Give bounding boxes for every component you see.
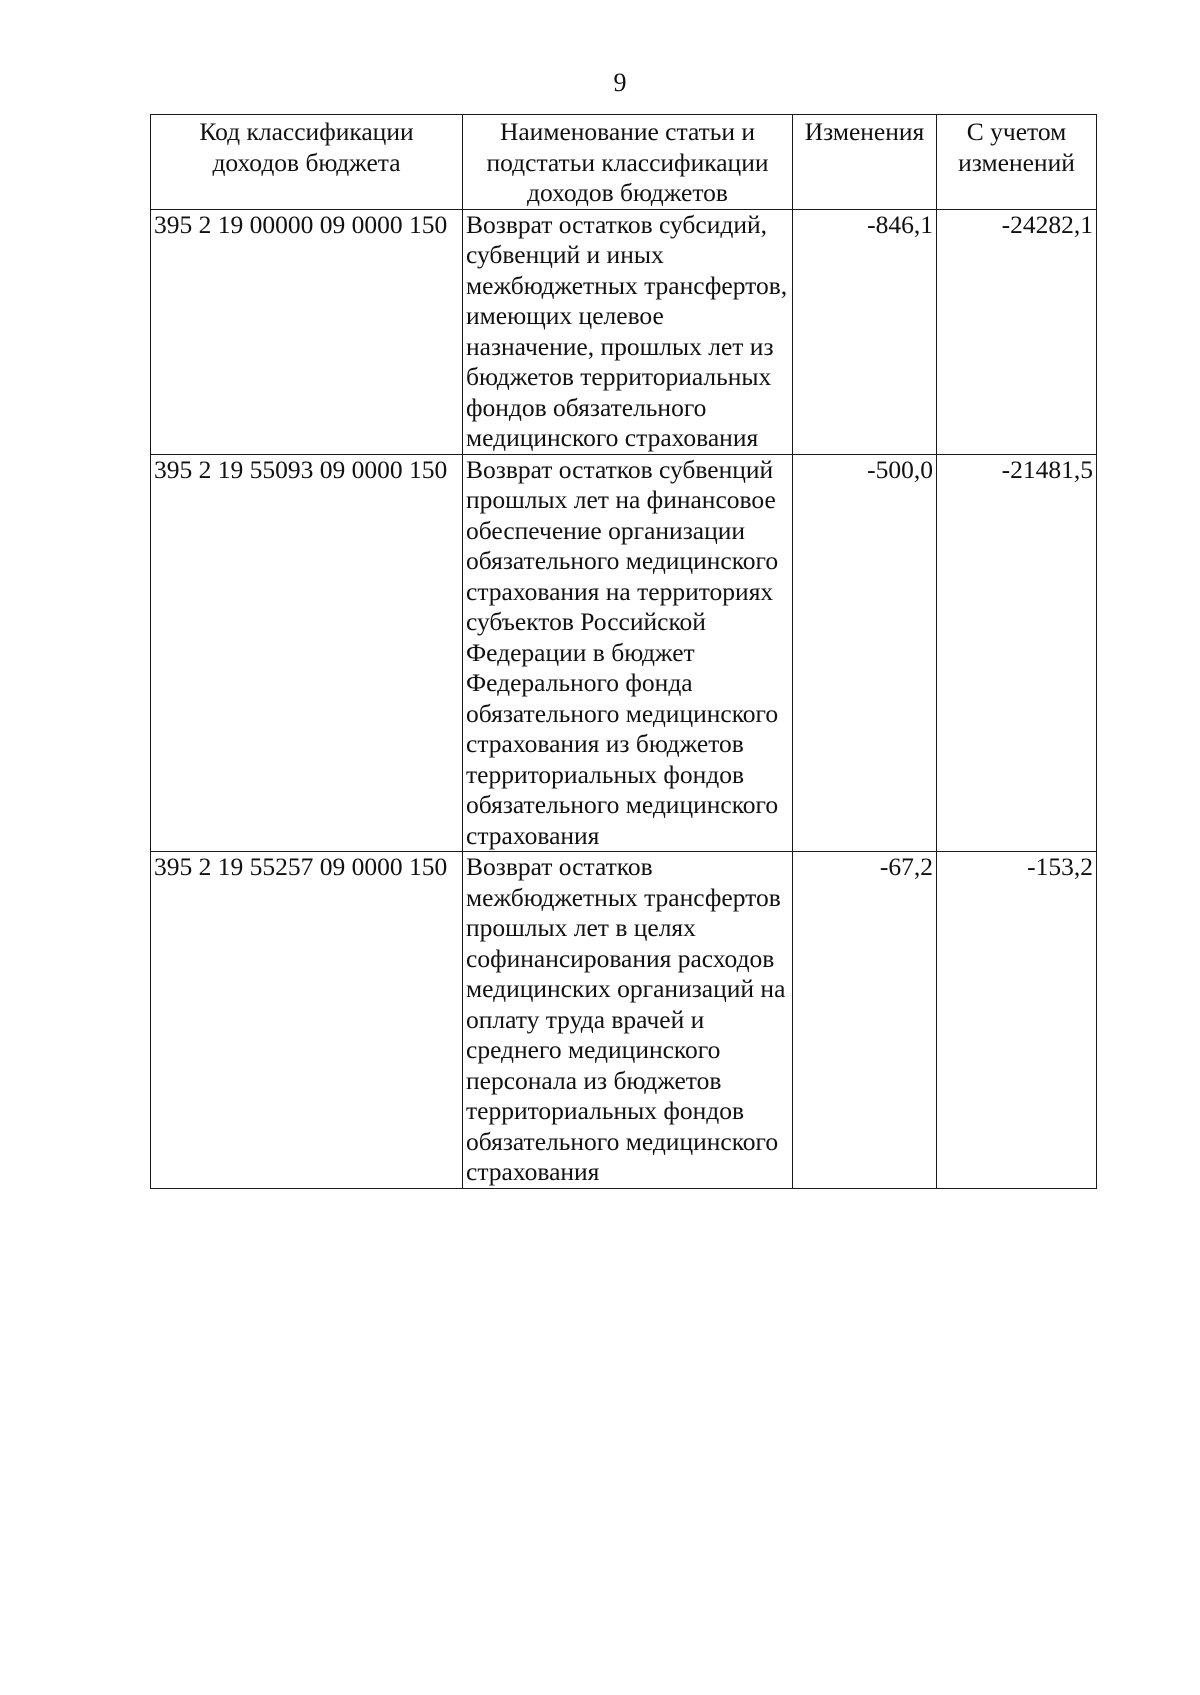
table-row [151,852,1097,1189]
budget-revenue-table [150,114,1097,1189]
header-name: Наименование статьи и подстатьи классификации доходов бюджетов [463,115,793,210]
row-total: -153,2 [937,852,1097,1189]
row-total: -21481,5 [937,454,1097,852]
page-number: 9 [613,68,627,97]
row-name [463,454,793,852]
row-change: -67,2 [793,852,937,1189]
row-change: -500,0 [793,454,937,852]
row-name [463,209,793,454]
row-code: 395 2 19 00000 09 0000 150 [151,209,463,454]
row-name-text: Возврат остатков субсидий, субвенций и иных межбюджетных трансфертов, имеющих целевое назначение, прошлых лет из бюджетов территориальных фондов обязательного медицинского страхования [466,209,788,452]
row-name [463,852,793,1189]
row-code: 395 2 19 55093 09 0000 150 [151,454,463,852]
table-row [151,209,1097,454]
row-change: -846,1 [793,209,937,454]
row-code: 395 2 19 55257 09 0000 150 [151,852,463,1189]
row-name-text: Возврат остатков субвенций прошлых лет на финансовое обеспечение организации обязательного медицинского страхования на территориях субъектов Российской Федерации в бюджет Федерального фонда обязательного медицинского страхования из бюджетов территориальных фондов обязательного медицинского страхования [466,454,779,850]
header-total: С учетом изменений [937,115,1097,210]
row-name-text: Возврат остатков межбюджетных трансфертов прошлых лет в целях софинансирования расходов медицинских организаций на оплату труда врачей и среднего медицинского персонала из бюджетов территориальных фондов обязательного медицинского страхования [466,852,786,1186]
header-code: Код классификации доходов бюджета [151,115,463,210]
table-row [151,454,1097,852]
row-total: -24282,1 [937,209,1097,454]
header-change: Изменения [793,115,937,210]
table-header-row [151,115,1097,210]
